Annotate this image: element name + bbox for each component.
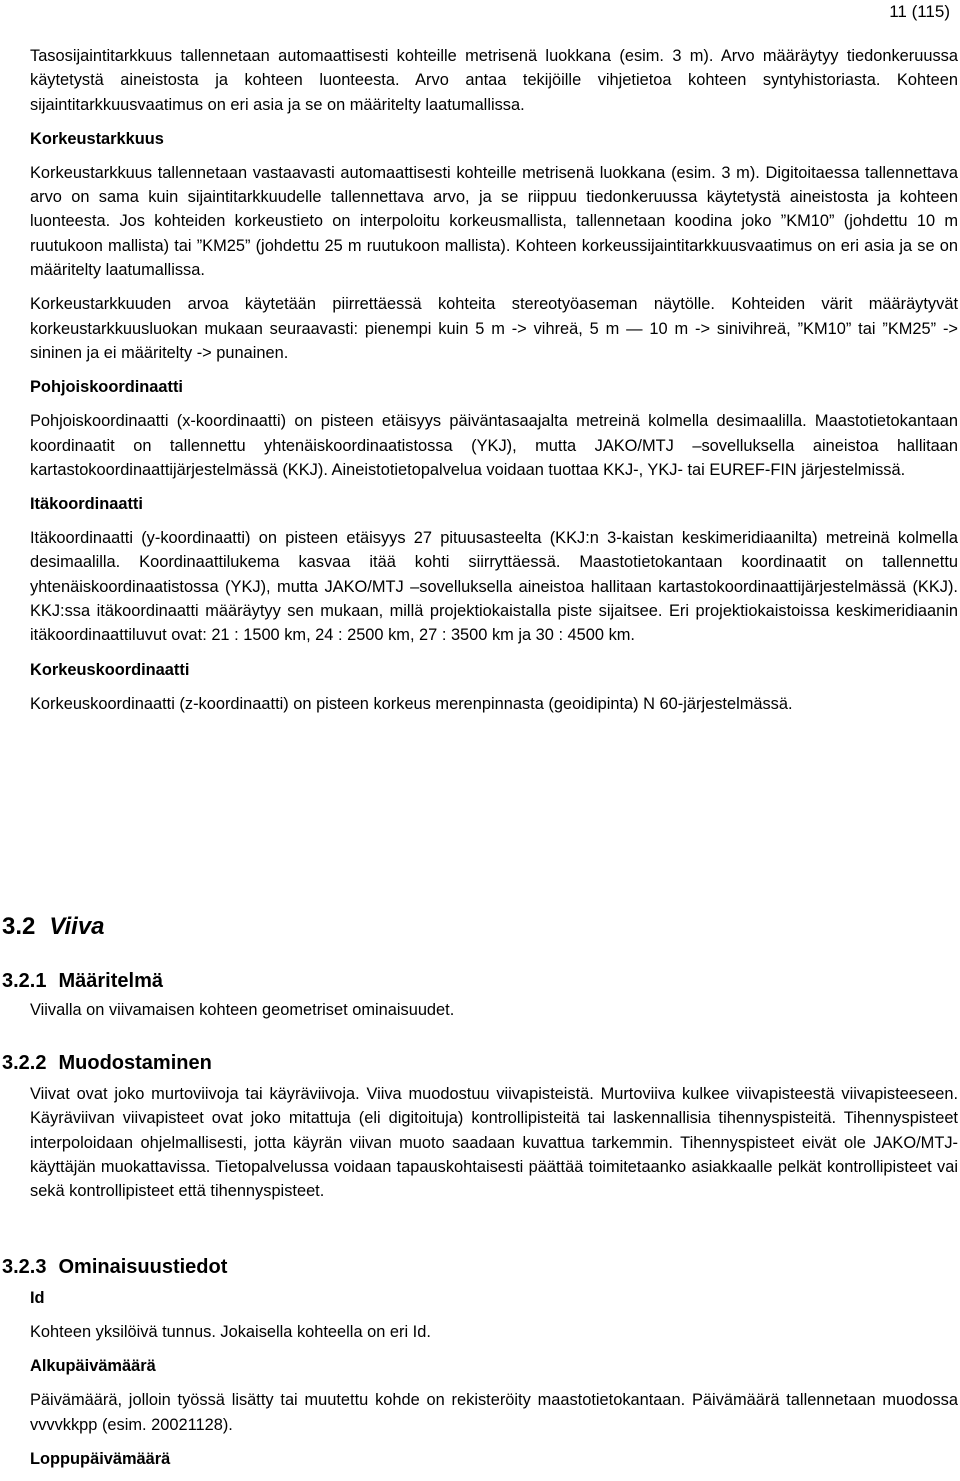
paragraph-tasosijaintitarkkuus: Tasosijaintitarkkuus tallennetaan automaattisesti kohteille metrisenä luokkana (esim. 3 m). Arvo määräytyy tiedonkeruussa käytetystä aineistosta ja kohteen luonteesta. Arvo antaa tekijöille vihjetietoa kohteen syntyhistoriasta. Kohteen sijaintitarkkuusvaatimus on eri asia ja se on määritelty laatumallissa. xyxy=(30,47,958,114)
heading-korkeustarkkuus: Korkeustarkkuus xyxy=(30,129,164,148)
paragraph-pohjoiskoordinaatti: Pohjoiskoordinaatti (x-koordinaatti) on pisteen etäisyys päiväntasaajalta metreinä kolmella desimaalilla. Maastotietokantaan koordinaatit on tallennettu yhtenäiskoordinaatistossa (YKJ), mutta JAKO/MTJ –sovelluksella aineistoa hallitaan kartastokoordinaattijärjestelmässä (KKJ). Aineistotietopalvelua voidaan tuottaa KKJ-, YKJ- tai EUREF-FIN järjestelmissä. xyxy=(30,412,958,479)
section-number: 3.2.1 xyxy=(2,970,47,992)
section-number: 3.2.3 xyxy=(2,1256,47,1278)
section-title: Muodostaminen xyxy=(58,1052,212,1074)
paragraph-itakoordinaatti: Itäkoordinaatti (y-koordinaatti) on pisteen etäisyys 27 pituusasteelta (KKJ:n 3-kaistan keskimeridiaanilta) metreinä kolmella desimaalilla. Koordinaattilukema kasvaa itää kohti siirryttäessä. Maastotietokantaan koordinaatit on tallennettu yhtenäiskoordinaatistossa (YKJ), mutta JAKO/MTJ –sovelluksella aineistoa hallitaan kartastokoordinaattijärjestelmässä (KKJ). KKJ:ssa itäkoordinaatti määräytyy sen mukaan, millä projektiokaistalla piste sijaitsee. Eri projektiokaistoissa keskimeridiaanin itäkoordinaattiluvut ovat: 21 : 1500 km, 24 : 2500 km, 27 : 3500 km ja 30 : 4500 km. xyxy=(30,529,958,645)
paragraph-alkupaivamaara: Päivämäärä, jolloin työssä lisätty tai muutettu kohde on rekisteröity maastotietokantaan. Päivämäärä tallennetaan muodossa vvvvkkpp (esim. 20021128). xyxy=(30,1391,958,1434)
paragraph-id: Kohteen yksilöivä tunnus. Jokaisella kohteella on eri Id. xyxy=(30,1323,431,1341)
heading-korkeuskoordinaatti: Korkeuskoordinaatti xyxy=(30,660,190,679)
section-title: Viiva xyxy=(49,913,105,940)
section-heading-3-2 xyxy=(2,912,105,942)
paragraph-korkeuskoordinaatti: Korkeuskoordinaatti (z-koordinaatti) on pisteen korkeus merenpinnasta (geoidipinta) N 60-järjestelmässä. xyxy=(30,694,793,713)
heading-pohjoiskoordinaatti: Pohjoiskoordinaatti xyxy=(30,378,183,397)
paragraph-muodostaminen: Viivat ovat joko murtoviivoja tai käyräviivoja. Viiva muodostuu viivapisteistä. Murtoviiva kulkee viivapisteestä viivapisteeseen. Käyräviivan viivapisteet ovat joko mitattuja (eli digitoituja) kontrollipisteitä tai laskennallisia tihennyspisteitä. Tihennyspisteet interpoloidaan ohjelmallisesti, jotta käyrän viivan muoto saadaan kuvattua tarkemmin. Tihennyspisteet eivät ole JAKO/MTJ-käyttäjän muokattavissa. Tietopalvelussa voidaan tapauskohtaisesti päättää toimitetaanko asiakkaalle pelkät kontrollipisteet vai sekä kontrollipisteet että tihennyspisteet. xyxy=(30,1085,958,1201)
section-number: 3.2 xyxy=(2,913,36,940)
section-3-2-3 xyxy=(2,1254,958,1481)
section-heading-3-2-2 xyxy=(2,1050,958,1076)
page-number: 11 (115) xyxy=(889,2,950,21)
paragraph-korkeustarkkuus: Korkeustarkkuus tallennetaan vastaavasti automaattisesti kohteille metrisenä luokkana (esim. 3 m). Digitoitaessa tallennettava arvo on sama kuin sijaintitarkkuudelle tallennettava arvo, ja se riippuu tiedonkeruussa käytetystä aineistosta ja kohteen luonteesta. Jos kohteiden korkeustieto on interpoloitu korkeusmallista, tallennetaan koodina joko ”KM10” (johdettu 10 m ruutukoon mallista) tai ”KM25” (johdettu 25 m ruutukoon mallista). Kohteen korkeussijaintitarkkuusvaatimus on eri asia ja se on määritelty laatumallissa. xyxy=(30,163,958,280)
heading-itakoordinaatti: Itäkoordinaatti xyxy=(30,495,143,514)
section-title: Ominaisuustiedot xyxy=(58,1256,228,1278)
section-title: Määritelmä xyxy=(58,970,163,992)
heading-id: Id xyxy=(30,1289,45,1307)
section-heading-3-2-3 xyxy=(2,1254,958,1280)
section-3-2-1 xyxy=(2,968,958,1032)
paragraph-korkeustarkkuus-colors: Korkeustarkkuuden arvoa käytetään piirrettäessä kohteita stereotyöaseman näytölle. Kohteiden värit määräytyvät korkeustarkkuusluokan mukaan seuraavasti: pienempi kuin 5 m -> vihreä, 5 m — 10 m -> sinivihreä, ”KM10” tai ”KM25” -> sininen ja ei määritelty -> punainen. xyxy=(30,295,958,362)
heading-alkupaivamaara: Alkupäivämäärä xyxy=(30,1357,156,1376)
section-3-2-2 xyxy=(2,1050,958,1213)
document-body xyxy=(30,44,958,726)
heading-loppupaivamaara: Loppupäivämäärä xyxy=(30,1449,171,1468)
section-heading-3-2-1 xyxy=(2,968,958,994)
paragraph-maaritelma: Viivalla on viivamaisen kohteen geometriset ominaisuudet. xyxy=(30,1001,455,1019)
section-number: 3.2.2 xyxy=(2,1052,47,1074)
